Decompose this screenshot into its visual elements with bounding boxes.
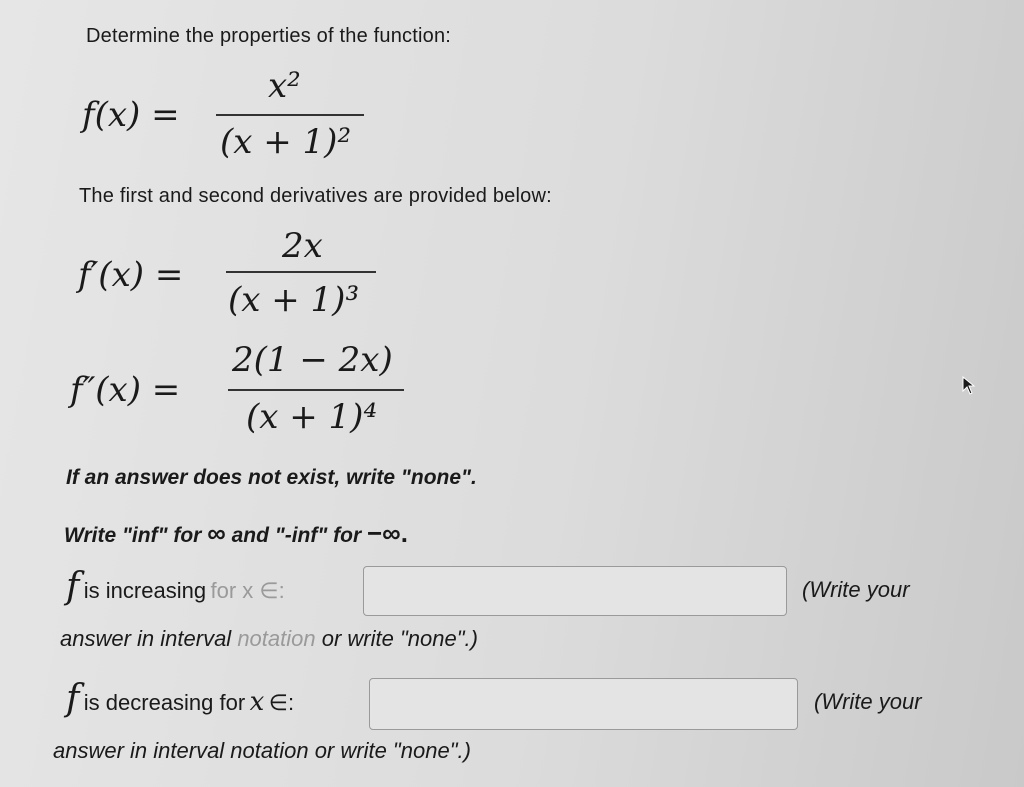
increasing-label: is increasing	[83, 578, 207, 603]
negative-infinity-symbol: −∞.	[367, 518, 408, 548]
decreasing-f-symbol: f	[66, 678, 80, 719]
decreasing-interval-input[interactable]	[369, 678, 798, 730]
decreasing-variable: x	[249, 687, 265, 717]
increasing-hint-faded: notation	[237, 626, 316, 651]
inf-note-mid: and "-inf" for	[231, 524, 362, 547]
none-note: If an answer does not exist, write "none".	[66, 466, 477, 489]
infinity-symbol: ∞	[207, 518, 226, 548]
derivatives-intro: The first and second derivatives are provided below:	[79, 185, 552, 207]
second-derivative-numerator: 2(1 − 2x)	[232, 340, 393, 380]
increasing-f-symbol: f	[66, 566, 80, 607]
mouse-cursor-icon	[962, 376, 976, 396]
increasing-hint-start: (Write your	[802, 577, 910, 602]
second-derivative-fraction-bar	[228, 389, 404, 391]
function-denominator: (x + 1)²	[220, 122, 352, 162]
inf-note-prefix: Write "inf" for	[64, 524, 202, 547]
increasing-interval-input[interactable]	[363, 566, 787, 616]
decreasing-element-of: ∈:	[268, 690, 295, 715]
prompt-text: Determine the properties of the function:	[86, 25, 452, 47]
function-lhs: f(x) =	[82, 95, 180, 135]
function-fraction-bar	[216, 114, 364, 116]
function-numerator: x²	[268, 66, 301, 106]
second-derivative-denominator: (x + 1)⁴	[246, 397, 378, 437]
first-derivative-numerator: 2x	[282, 226, 323, 266]
increasing-hint-part-b: or write "none".)	[321, 626, 478, 651]
first-derivative-denominator: (x + 1)³	[228, 280, 360, 320]
inf-note	[64, 518, 408, 549]
increasing-domain-label: for x ∈:	[210, 578, 285, 603]
increasing-row	[66, 566, 285, 607]
increasing-hint-end	[60, 626, 478, 652]
first-derivative-fraction-bar	[226, 271, 376, 273]
decreasing-hint-start: (Write your	[814, 689, 922, 714]
first-derivative-lhs: f′(x) =	[78, 255, 184, 295]
decreasing-row	[66, 678, 294, 719]
decreasing-hint-end: answer in interval notation or write "none".)	[53, 738, 471, 763]
increasing-hint-part-a: answer in interval	[60, 626, 232, 651]
decreasing-label: is decreasing for	[83, 690, 246, 715]
second-derivative-lhs: f″(x) =	[70, 370, 181, 410]
